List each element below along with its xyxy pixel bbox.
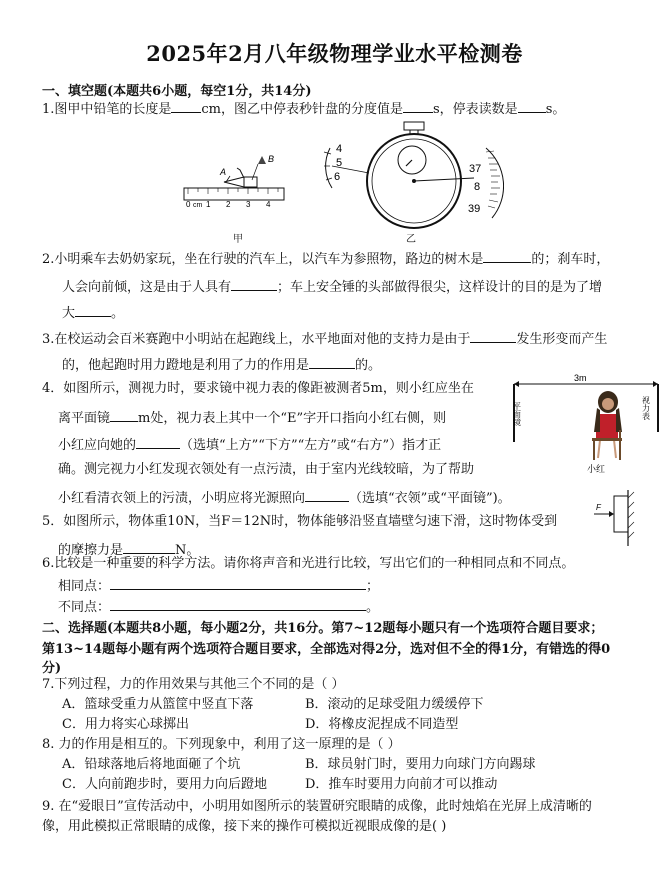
section2-heading-line2: 第13~14题每小题有两个选项符合题目要求，全部选对得2分，选对但不全的得1分，有错选的得0	[42, 642, 611, 657]
section2-heading-line1: 二、选择题(本题共8小题，每小题2分，共16分。第7~12题每小题只有一个选项符合题目要求；	[42, 621, 604, 636]
question-8-stem: 8. 力的作用是相互的。下列现象中，利用了这一原理的是（ ）	[42, 737, 401, 752]
answer-blank[interactable]	[110, 408, 138, 422]
answer-blank[interactable]	[110, 576, 366, 590]
q7-option-b[interactable]: B．滚动的足球受阻力缓缓停下	[305, 697, 484, 712]
stopwatch-figure	[314, 118, 504, 230]
svg-text:37: 37	[469, 163, 482, 175]
question-2-line2: 人会向前倾，这是由于人具有 ；车上安全锤的头部做得很尖，这样设计的目的是为了增	[62, 277, 602, 296]
answer-blank[interactable]	[470, 329, 516, 343]
question-9-line1: 9. 在“爱眼日”宣传活动中，小明用如图所示的装置研究眼睛的成像，此时烛焰在光屏上成清晰的	[42, 799, 592, 814]
svg-text:39: 39	[468, 203, 481, 215]
svg-text:平面镜: 平面镜	[512, 402, 522, 426]
svg-text:F: F	[596, 503, 601, 512]
eye-icon	[258, 156, 266, 164]
answer-blank[interactable]	[136, 435, 180, 449]
answer-blank[interactable]	[171, 99, 201, 113]
svg-text:2: 2	[226, 200, 231, 209]
svg-text:1: 1	[206, 200, 211, 209]
question-1: 1.图甲中铅笔的长度是 cm，图乙中停表秒针盘的分度值是 s，停表读数是 s。	[42, 99, 565, 118]
svg-text:0: 0	[186, 200, 191, 209]
question-4-line5: 小红看清衣领上的污渍，小明应将光源照向 （选填“衣领”或“平面镜”)。	[58, 488, 511, 507]
section1-heading: 一、填空题(本题共6小题，每空1分，共14分)	[42, 84, 312, 99]
question-6-diff: 不同点： 。	[58, 597, 379, 616]
svg-text:8: 8	[474, 181, 481, 193]
stopwatch-crown	[404, 122, 424, 130]
question-9-line2: 像，用此模拟正常眼睛的成像，接下来的操作可模拟近视眼成像的是( )	[42, 819, 447, 834]
svg-text:视力表: 视力表	[641, 396, 651, 420]
eye-test-figure	[508, 372, 663, 477]
block	[614, 496, 628, 532]
svg-text:小红: 小红	[587, 464, 606, 474]
question-2-line1: 2.小明乘车去奶奶家玩，坐在行驶的汽车上，以汽车为参照物，路边的树木是 的；刹车时，	[42, 249, 609, 268]
svg-text:3: 3	[246, 200, 251, 209]
question-3-line1: 3.在校运动会百米赛跑中小明站在起跑线上，水平地面对他的支持力是由于 发生形变而产生	[42, 329, 607, 348]
answer-blank[interactable]	[123, 540, 175, 554]
pencil	[224, 177, 257, 187]
figure-label-yi: 乙	[406, 234, 416, 245]
svg-text:6: 6	[334, 171, 341, 183]
q8-option-d[interactable]: D．推车时要用力向前才可以推动	[305, 777, 498, 792]
svg-text:cm: cm	[193, 202, 203, 209]
question-4-line2: 离平面镜 m处，视力表上其中一个“E”字开口指向小红右侧，则	[58, 408, 446, 427]
answer-blank[interactable]	[483, 249, 531, 263]
pencil-ruler-figure	[182, 150, 292, 215]
ruler	[184, 188, 284, 200]
question-5-line1: 5．如图所示，物体重10N，当F＝12N时，物体能够沿竖直墙壁匀速下滑，这时物体受到	[42, 514, 558, 529]
figure-label-jia: 甲	[233, 234, 243, 245]
svg-text:B: B	[268, 154, 275, 164]
svg-text:3m: 3m	[574, 373, 587, 383]
svg-text:5: 5	[336, 157, 343, 169]
question-6-line1: 6.比较是一种重要的科学方法。请你将声音和光进行比较，写出它们的一种相同点和不同点。	[42, 556, 575, 571]
svg-text:4: 4	[336, 143, 343, 155]
answer-blank[interactable]	[305, 488, 349, 502]
q7-option-d[interactable]: D．将橡皮泥捏成不同造型	[305, 717, 459, 732]
q8-option-c[interactable]: C．人向前跑步时，要用力向后蹬地	[62, 777, 267, 792]
wall-block-figure	[590, 488, 640, 548]
q7-option-a[interactable]: A．篮球受重力从篮筐中竖直下落	[62, 697, 254, 712]
answer-blank[interactable]	[231, 277, 277, 291]
question-4-line4: 确。测完视力小红发现衣领处有一点污渍，由于室内光线较暗，为了帮助	[58, 462, 475, 477]
q8-option-a[interactable]: A．铅球落地后将地面砸了个坑	[62, 757, 241, 772]
answer-blank[interactable]	[110, 597, 366, 611]
svg-text:4: 4	[266, 200, 271, 209]
person-figure	[592, 391, 622, 460]
svg-text:A: A	[220, 167, 227, 177]
exam-title: 2025年2月八年级物理学业水平检测卷	[146, 41, 523, 66]
q8-option-b[interactable]: B．球员射门时，要用力向球门方向踢球	[305, 757, 536, 772]
answer-blank[interactable]	[309, 355, 355, 369]
q7-option-c[interactable]: C．用力将实心球掷出	[62, 717, 189, 732]
section2-heading-line3: 分)	[42, 661, 62, 676]
question-2-line3: 大 。	[62, 303, 124, 322]
answer-blank[interactable]	[518, 99, 546, 113]
question-4-line1: 4．如图所示，测视力时，要求镜中视力表的像距被测者5m，则小红应坐在	[42, 381, 474, 396]
question-6-same: 相同点： ；	[58, 576, 379, 595]
question-3-line2: 的，他起跑时用力蹬地是利用了力的作用是 的。	[62, 355, 381, 374]
question-5-line2: 的摩擦力是 N。	[58, 540, 199, 559]
question-7-stem: 7.下列过程，力的作用效果与其他三个不同的是（ ）	[42, 677, 345, 692]
answer-blank[interactable]	[403, 99, 433, 113]
answer-blank[interactable]	[75, 303, 111, 317]
question-4-line3: 小红应向她的 （选填“上方”“下方”“左方”或“右方”）指才正	[58, 435, 441, 454]
